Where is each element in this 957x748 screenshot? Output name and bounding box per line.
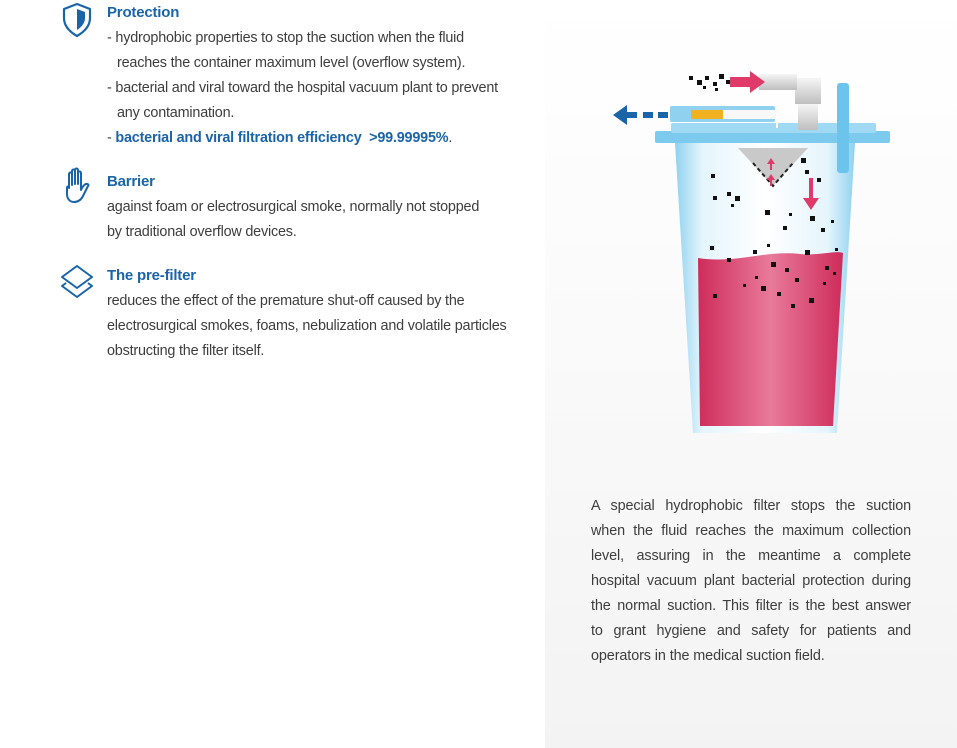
feature-line — [97, 101, 517, 126]
hand-stop-icon — [58, 166, 96, 204]
feature-line: against foam or electrosurgical smoke, normally not stopped — [107, 199, 480, 215]
feature-line — [97, 51, 517, 76]
feature-body — [97, 195, 517, 245]
feature-line: - hydrophobic properties to stop the suction when the fluid — [107, 30, 464, 46]
feature-body — [97, 26, 517, 151]
description-paragraph — [591, 494, 911, 669]
fluid-level — [698, 252, 843, 426]
description-line: level, assuring in the meantime a complete — [591, 548, 911, 564]
description-line: A special hydrophobic filter stops the suction — [591, 498, 911, 514]
feature-line-text: any contamination. — [117, 105, 235, 121]
description-line: the normal suction. This filter is the best answer — [591, 598, 911, 614]
shield-icon — [58, 1, 96, 39]
layers-icon — [58, 262, 96, 300]
description-line: when the fluid reaches the maximum collection — [591, 523, 911, 539]
description-line: operators in the medical suction field. — [591, 648, 825, 664]
feature-body — [97, 289, 517, 364]
suction-container-illustration — [605, 68, 895, 438]
feature-line: reduces the effect of the premature shut-off caused by the — [107, 293, 465, 309]
highlight-prefix: - — [107, 130, 116, 146]
feature-title: Barrier — [107, 173, 155, 190]
efficiency-label: bacterial and viral filtration efficiency — [115, 130, 362, 146]
feature-highlight-line — [97, 126, 517, 151]
description-line: hospital vacuum plant bacterial protection during — [591, 573, 911, 589]
feature-line-text: reaches the container maximum level (overflow system). — [117, 55, 466, 71]
feature-line: - bacterial and viral toward the hospital vacuum plant to prevent — [107, 80, 498, 96]
efficiency-value: >99.99995% — [369, 130, 449, 146]
feature-line: obstructing the filter itself. — [107, 343, 265, 359]
feature-title: Protection — [107, 4, 180, 21]
feature-line: by traditional overflow devices. — [107, 224, 297, 240]
feature-line: electrosurgical smokes, foams, nebulization and volatile particles — [107, 318, 507, 334]
highlight-suffix: . — [448, 130, 453, 146]
description-line: to grant hygiene and safety for patients and — [591, 623, 911, 639]
feature-title: The pre-filter — [107, 267, 196, 284]
